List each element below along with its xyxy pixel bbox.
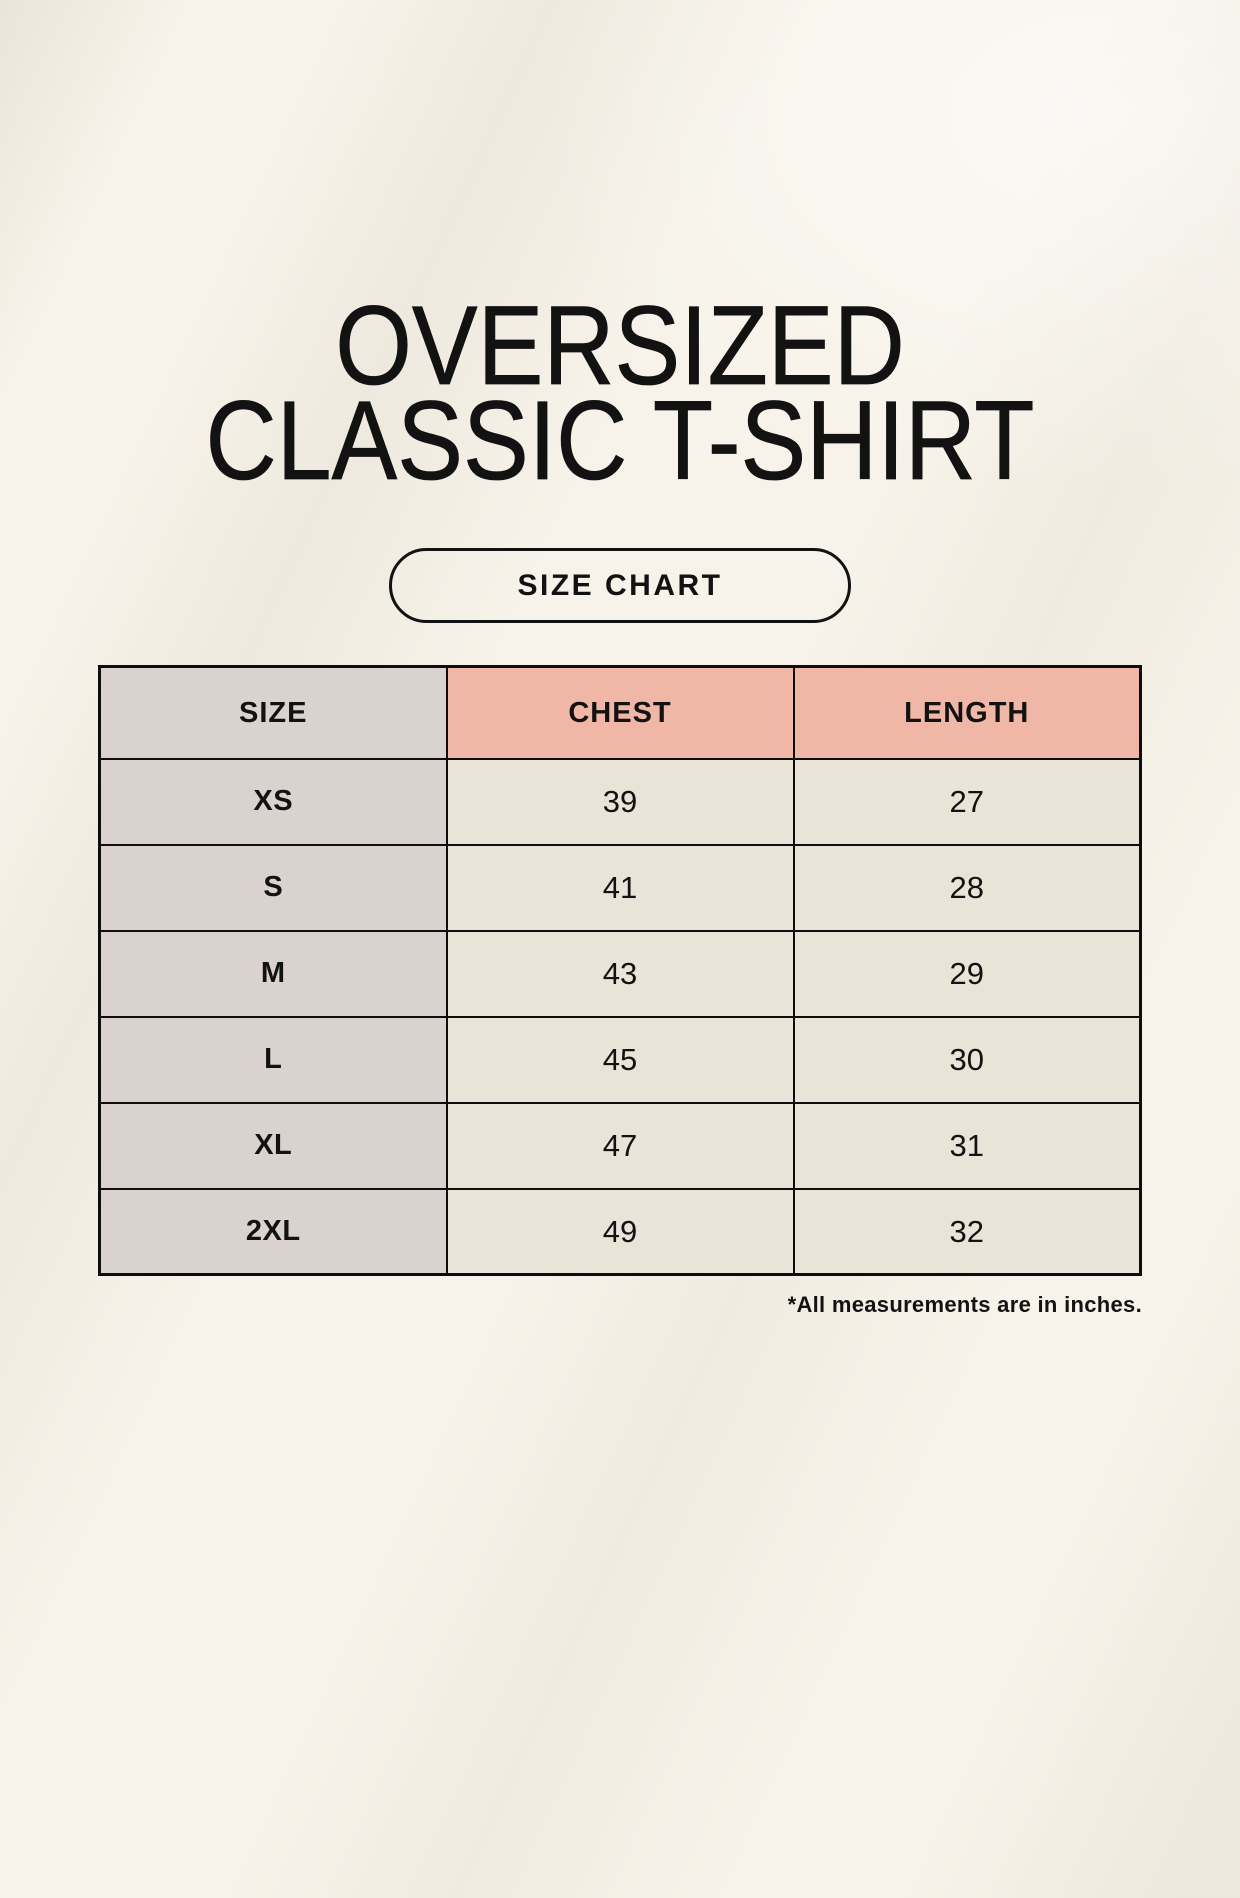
title-line2: CLASSIC T-SHIRT [205,378,1035,504]
chest-value: 47 [447,1103,794,1189]
table-row [100,1103,1141,1189]
table-header-row [100,667,1141,759]
page-title [74,283,1165,504]
table-row [100,1017,1141,1103]
chest-value: 41 [447,845,794,931]
size-label: XL [100,1103,447,1189]
table-row [100,931,1141,1017]
table-row [100,1189,1141,1275]
column-header-size: SIZE [100,667,447,759]
length-value: 32 [794,1189,1141,1275]
length-value: 31 [794,1103,1141,1189]
size-chart-table [98,665,1142,1276]
chest-value: 43 [447,931,794,1017]
table-row [100,759,1141,845]
column-header-chest: CHEST [447,667,794,759]
length-value: 30 [794,1017,1141,1103]
length-value: 27 [794,759,1141,845]
size-label: 2XL [100,1189,447,1275]
table-row [100,845,1141,931]
size-chart-button[interactable] [389,548,851,623]
column-header-length: LENGTH [794,667,1141,759]
size-label: XS [100,759,447,845]
size-chart-button-label: SIZE CHART [517,568,723,602]
size-label: L [100,1017,447,1103]
title-line1: OVERSIZED [335,283,905,408]
length-value: 28 [794,845,1141,931]
size-label: S [100,845,447,931]
length-value: 29 [794,931,1141,1017]
measurement-note: *All measurements are in inches. [787,1292,1142,1318]
chest-value: 45 [447,1017,794,1103]
chest-value: 39 [447,759,794,845]
chest-value: 49 [447,1189,794,1275]
size-label: M [100,931,447,1017]
